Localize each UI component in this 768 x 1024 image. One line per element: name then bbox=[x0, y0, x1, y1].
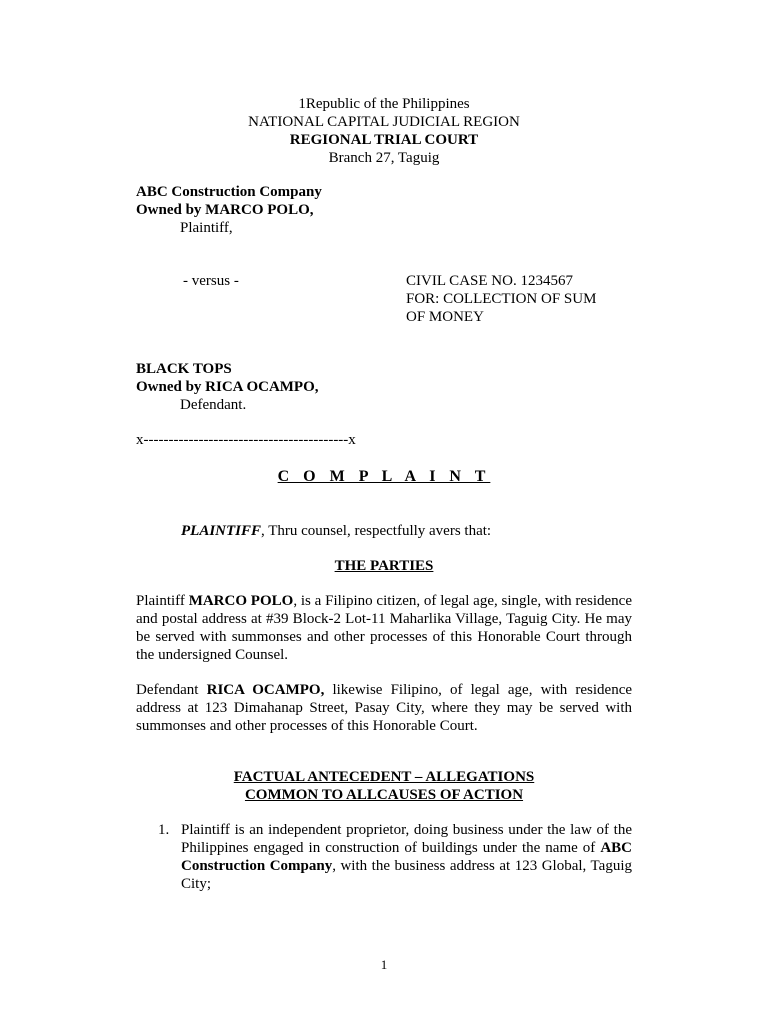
case-for-line2: OF MONEY bbox=[406, 309, 484, 325]
plaintiff-company: ABC Construction Company bbox=[136, 184, 322, 200]
header-region: NATIONAL CAPITAL JUDICIAL REGION bbox=[248, 114, 520, 130]
item-1-text bbox=[181, 821, 632, 893]
defendant-company: BLACK TOPS bbox=[136, 361, 232, 377]
item-1-pre: Plaintiff is an independent proprietor, doing business under the law of the Philippines engaged in construction of buildings under the name of bbox=[181, 822, 632, 856]
para-defendant-pre: Defendant bbox=[136, 682, 207, 698]
section-parties-heading: THE PARTIES bbox=[334, 558, 434, 574]
intro-line bbox=[181, 522, 491, 540]
section-facts-heading-line2: COMMON TO ALLCAUSES OF ACTION bbox=[244, 787, 524, 803]
document-title: C O M P L A I N T bbox=[277, 468, 491, 485]
defendant-role: Defendant. bbox=[180, 397, 247, 413]
para-defendant-rest: likewise Filipino, of legal age, with residence address at 123 Dimahanap Street, Pasay City, where they may be served with summonses and other processes of this Honorable Court. bbox=[136, 682, 633, 734]
section-facts-heading-line1: FACTUAL ANTECEDENT – ALLEGATIONS bbox=[233, 769, 535, 785]
para-plaintiff-pre: Plaintiff bbox=[136, 593, 189, 609]
plaintiff-role: Plaintiff, bbox=[180, 220, 233, 236]
plaintiff-owner: Owned by MARCO POLO, bbox=[136, 202, 314, 218]
para-defendant-name: RICA OCAMPO, bbox=[206, 682, 325, 698]
para-plaintiff-name: MARCO POLO bbox=[188, 593, 294, 609]
item-1-rest: , with the business address at 123 Global, Taguig City; bbox=[181, 858, 632, 892]
header-court: REGIONAL TRIAL COURT bbox=[289, 132, 479, 148]
case-for-line1: FOR: COLLECTION OF SUM bbox=[406, 291, 597, 307]
paragraph-defendant bbox=[136, 681, 632, 735]
case-number: CIVIL CASE NO. 1234567 bbox=[406, 273, 573, 289]
header-branch: Branch 27, Taguig bbox=[328, 150, 440, 166]
defendant-owner: Owned by RICA OCAMPO, bbox=[136, 379, 319, 395]
intro-text: , Thru counsel, respectfully avers that: bbox=[261, 523, 492, 539]
para-plaintiff-rest: , is a Filipino citizen, of legal age, single, with residence and postal address at #39 Block-2 Lot-11 Maharlika Village, Taguig City. He may be served with summonses and other processes of this Honorable Court through the undersigned Counsel. bbox=[136, 593, 632, 663]
intro-plaintiff: PLAINTIFF bbox=[181, 523, 262, 539]
versus-label: - versus - bbox=[183, 273, 239, 289]
header-republic: 1Republic of the Philippines bbox=[298, 96, 470, 112]
item-1-company: ABC Construction Company bbox=[181, 840, 632, 874]
item-1-number: 1. bbox=[158, 822, 170, 838]
page-number: 1 bbox=[380, 957, 388, 972]
paragraph-plaintiff bbox=[136, 592, 632, 664]
caption-separator: x-----------------------------------------x bbox=[136, 432, 356, 448]
